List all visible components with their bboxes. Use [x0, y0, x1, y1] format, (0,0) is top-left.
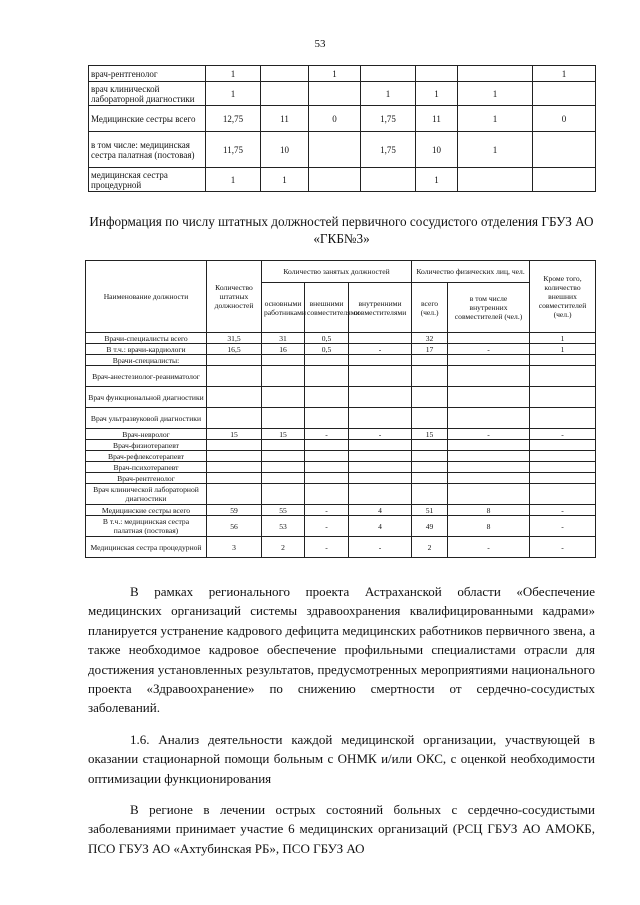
- table-cell: 1: [309, 66, 361, 82]
- table-row: [86, 440, 596, 451]
- table-cell: 12,75: [206, 106, 261, 132]
- table-cell: 10: [261, 132, 309, 168]
- row-label: Медицинские сестры всего: [89, 106, 206, 132]
- table-cell: [305, 355, 349, 366]
- row-label: Врач функциональной диагностики: [86, 387, 207, 408]
- table-cell: [412, 408, 448, 429]
- table-cell: 56: [207, 516, 262, 537]
- table-row: [86, 366, 596, 387]
- table-cell: [207, 366, 262, 387]
- table-cell: 0,5: [305, 344, 349, 355]
- table-cell: 1: [458, 82, 533, 106]
- header-individuals-total: всего (чел.): [412, 283, 448, 333]
- table-cell: 0,5: [305, 333, 349, 344]
- header-incl-internal: в том числе внутренних совместителей (чел.): [448, 283, 530, 333]
- table-cell: 1,75: [361, 106, 416, 132]
- table-cell: [262, 462, 305, 473]
- table-cell: [207, 484, 262, 505]
- table-cell: -: [530, 429, 596, 440]
- table-cell: [412, 387, 448, 408]
- table-cell: [349, 440, 412, 451]
- table-row: [86, 387, 596, 408]
- table-cell: [530, 366, 596, 387]
- header-external-combiners: внешними совместителями: [305, 283, 349, 333]
- row-label: Врач-невролог: [86, 429, 207, 440]
- paragraph-section-heading: 1.6. Анализ деятельности каждой медицинской организации, участвующей в оказании стационарной помощи больным с ОНМК и/или ОКС, с оценкой необходимости оптимизации функционирования: [88, 732, 595, 786]
- table-row: [86, 429, 596, 440]
- table-cell: 51: [412, 505, 448, 516]
- table-cell: [349, 484, 412, 505]
- table-cell: -: [530, 505, 596, 516]
- table-cell: [305, 473, 349, 484]
- vascular-department-staffing-table: [85, 260, 596, 558]
- table-cell: [530, 408, 596, 429]
- table-cell: [349, 408, 412, 429]
- table-cell: 17: [412, 344, 448, 355]
- table-cell: [262, 408, 305, 429]
- table-cell: 11,75: [206, 132, 261, 168]
- row-label: врач клинической лабораторной диагностики: [89, 82, 206, 106]
- table-cell: 55: [262, 505, 305, 516]
- table-cell: [262, 387, 305, 408]
- table-row: [89, 82, 596, 106]
- header-position-name: Наименование должности: [86, 261, 207, 333]
- table-cell: 0: [533, 106, 596, 132]
- table-cell: 15: [412, 429, 448, 440]
- table-cell: -: [530, 537, 596, 558]
- paragraph-regional-project: В рамках регионального проекта Астраханской области «Обеспечение медицинских организаций системы здравоохранения квалифицированными кадрами» планируется устранение кадрового дефицита медицинских работников первичного звена, а также необходимое кадровое обеспечение профильными специалистами отрасли для достижения установленных результатов, предусмотренных мероприятиями национального проекта «Здравоохранение» по снижению смертности от сердечно-сосудистых заболеваний.: [88, 584, 595, 716]
- table-cell: [530, 387, 596, 408]
- table-cell: 1: [416, 168, 458, 192]
- table-cell: 16: [262, 344, 305, 355]
- table-cell: [262, 451, 305, 462]
- table-cell: 16,5: [207, 344, 262, 355]
- table-cell: 15: [207, 429, 262, 440]
- row-label: Врач-анестезиолог-реаниматолог: [86, 366, 207, 387]
- table-cell: 3: [207, 537, 262, 558]
- table-cell: 1: [361, 82, 416, 106]
- table-cell: [530, 440, 596, 451]
- table-cell: [530, 451, 596, 462]
- header-internal-combiners: внутренними совместителями: [349, 283, 412, 333]
- row-label: Медицинская сестра процедурной: [86, 537, 207, 558]
- table-cell: [305, 451, 349, 462]
- header-individuals: Количество физических лиц, чел.: [412, 261, 530, 283]
- table-cell: [448, 484, 530, 505]
- table-cell: [448, 387, 530, 408]
- table-cell: [262, 366, 305, 387]
- section-title: Информация по числу штатных должностей первичного сосудистого отделения ГБУЗ АО «ГКБ№3»: [89, 214, 594, 246]
- table-cell: 10: [416, 132, 458, 168]
- table-row: [86, 473, 596, 484]
- table-cell: [412, 366, 448, 387]
- table-cell: [448, 355, 530, 366]
- table-cell: [305, 387, 349, 408]
- table-cell: 0: [309, 106, 361, 132]
- table-cell: 1: [458, 106, 533, 132]
- table-cell: [349, 387, 412, 408]
- row-label: Врач клинической лабораторной диагностики: [86, 484, 207, 505]
- table-cell: 8: [448, 516, 530, 537]
- header-additional-external: Кроме того, количество внешних совместителей (чел.): [530, 261, 596, 333]
- table-cell: [349, 473, 412, 484]
- table-cell: 49: [412, 516, 448, 537]
- table-cell: [533, 168, 596, 192]
- table-cell: [448, 440, 530, 451]
- table-row: [86, 516, 596, 537]
- table-cell: 2: [412, 537, 448, 558]
- table-cell: [349, 366, 412, 387]
- table-row: [86, 537, 596, 558]
- table-cell: [448, 462, 530, 473]
- table-cell: 11: [416, 106, 458, 132]
- table-cell: [448, 408, 530, 429]
- table-cell: [207, 355, 262, 366]
- table-cell: [530, 473, 596, 484]
- table-cell: [262, 484, 305, 505]
- page-number: 53: [314, 38, 326, 50]
- table-cell: 32: [412, 333, 448, 344]
- table-cell: [305, 408, 349, 429]
- table-cell: 1: [206, 82, 261, 106]
- row-label: В т.ч.: медицинская сестра палатная (постовая): [86, 516, 207, 537]
- table-cell: [533, 132, 596, 168]
- table-cell: [412, 451, 448, 462]
- row-label: медицинская сестра процедурной: [89, 168, 206, 192]
- staffing-table-continued: [88, 65, 596, 192]
- table-cell: 8: [448, 505, 530, 516]
- header-main-workers: основными работниками: [262, 283, 305, 333]
- table-cell: [448, 451, 530, 462]
- table-row: [86, 408, 596, 429]
- table-cell: [361, 66, 416, 82]
- table-cell: [530, 462, 596, 473]
- paragraph-region-treatment: В регионе в лечении острых состояний больных с сердечно-сосудистыми заболеваниями принимает участие 6 медицинских организаций (РСЦ ГБУЗ АО АМОКБ, ПСО ГБУЗ АО «Ахтубинская РБ», ПСО ГБУЗ АО: [88, 802, 595, 856]
- table-cell: -: [448, 344, 530, 355]
- header-staff-positions: Количество штатных должностей: [207, 261, 262, 333]
- table-cell: [305, 462, 349, 473]
- table-cell: [458, 66, 533, 82]
- table-cell: 31: [262, 333, 305, 344]
- table-row: [86, 333, 596, 344]
- table-row: [89, 66, 596, 82]
- row-label: Медицинские сестры всего: [86, 505, 207, 516]
- table-cell: 53: [262, 516, 305, 537]
- table-row: [86, 451, 596, 462]
- table-cell: [412, 484, 448, 505]
- table-cell: [207, 451, 262, 462]
- table-cell: [261, 82, 309, 106]
- table-cell: 4: [349, 516, 412, 537]
- table-cell: 1: [206, 168, 261, 192]
- header-occupied-positions: Количество занятых должностей: [262, 261, 412, 283]
- table-cell: -: [305, 505, 349, 516]
- row-label: Врачи-специалисты:: [86, 355, 207, 366]
- table-cell: 1: [416, 82, 458, 106]
- table-cell: 15: [262, 429, 305, 440]
- table-cell: 1: [261, 168, 309, 192]
- table-row: [89, 106, 596, 132]
- table-cell: [412, 462, 448, 473]
- table-cell: 1: [530, 344, 596, 355]
- table-cell: [448, 366, 530, 387]
- row-label: Врач ультразвуковой диагностики: [86, 408, 207, 429]
- table-cell: [412, 473, 448, 484]
- table-cell: [207, 462, 262, 473]
- table-cell: -: [349, 429, 412, 440]
- table-cell: [305, 366, 349, 387]
- table-cell: -: [349, 344, 412, 355]
- table-cell: 1: [530, 333, 596, 344]
- table-row: [86, 462, 596, 473]
- table-cell: -: [448, 429, 530, 440]
- row-label: в том числе: медицинская сестра палатная (постовая): [89, 132, 206, 168]
- table-cell: 1: [533, 66, 596, 82]
- table-cell: 59: [207, 505, 262, 516]
- table-cell: 2: [262, 537, 305, 558]
- row-label: Врачи-специалисты всего: [86, 333, 207, 344]
- table-cell: [458, 168, 533, 192]
- table-cell: [361, 168, 416, 192]
- table-cell: [349, 333, 412, 344]
- table-row: [86, 484, 596, 505]
- table-cell: [309, 132, 361, 168]
- row-label: Врач-рефлексотерапевт: [86, 451, 207, 462]
- table-cell: [207, 473, 262, 484]
- table-cell: [309, 168, 361, 192]
- table-cell: [262, 355, 305, 366]
- table-cell: [207, 440, 262, 451]
- row-label: Врач-рентгенолог: [86, 473, 207, 484]
- row-label: Врач-физиотерапевт: [86, 440, 207, 451]
- table-cell: -: [349, 537, 412, 558]
- table-cell: [530, 355, 596, 366]
- table-cell: [349, 451, 412, 462]
- table-cell: 1: [206, 66, 261, 82]
- table-cell: [305, 484, 349, 505]
- table-cell: [448, 333, 530, 344]
- table-row: [89, 132, 596, 168]
- table-cell: [305, 440, 349, 451]
- table-cell: [416, 66, 458, 82]
- table-row: [86, 355, 596, 366]
- table-cell: [533, 82, 596, 106]
- table-cell: [207, 387, 262, 408]
- table-cell: 31,5: [207, 333, 262, 344]
- row-label: врач-рентгенолог: [89, 66, 206, 82]
- table-cell: [448, 473, 530, 484]
- table-cell: [262, 440, 305, 451]
- table-row: [89, 168, 596, 192]
- table-cell: 11: [261, 106, 309, 132]
- table-cell: 1: [458, 132, 533, 168]
- table-cell: -: [448, 537, 530, 558]
- table-cell: [262, 473, 305, 484]
- table-cell: 1,75: [361, 132, 416, 168]
- table-row: [86, 505, 596, 516]
- row-label: В т.ч.: врачи-кардиологи: [86, 344, 207, 355]
- table-cell: [207, 408, 262, 429]
- table-cell: -: [305, 537, 349, 558]
- table-cell: [412, 355, 448, 366]
- table-cell: [349, 355, 412, 366]
- row-label: Врач-психотерапевт: [86, 462, 207, 473]
- table-cell: [412, 440, 448, 451]
- table-cell: [309, 82, 361, 106]
- table-cell: -: [305, 516, 349, 537]
- table-cell: -: [305, 429, 349, 440]
- table-cell: -: [530, 516, 596, 537]
- table-cell: 4: [349, 505, 412, 516]
- table-cell: [349, 462, 412, 473]
- table-cell: [261, 66, 309, 82]
- table-row: [86, 344, 596, 355]
- table-cell: [530, 484, 596, 505]
